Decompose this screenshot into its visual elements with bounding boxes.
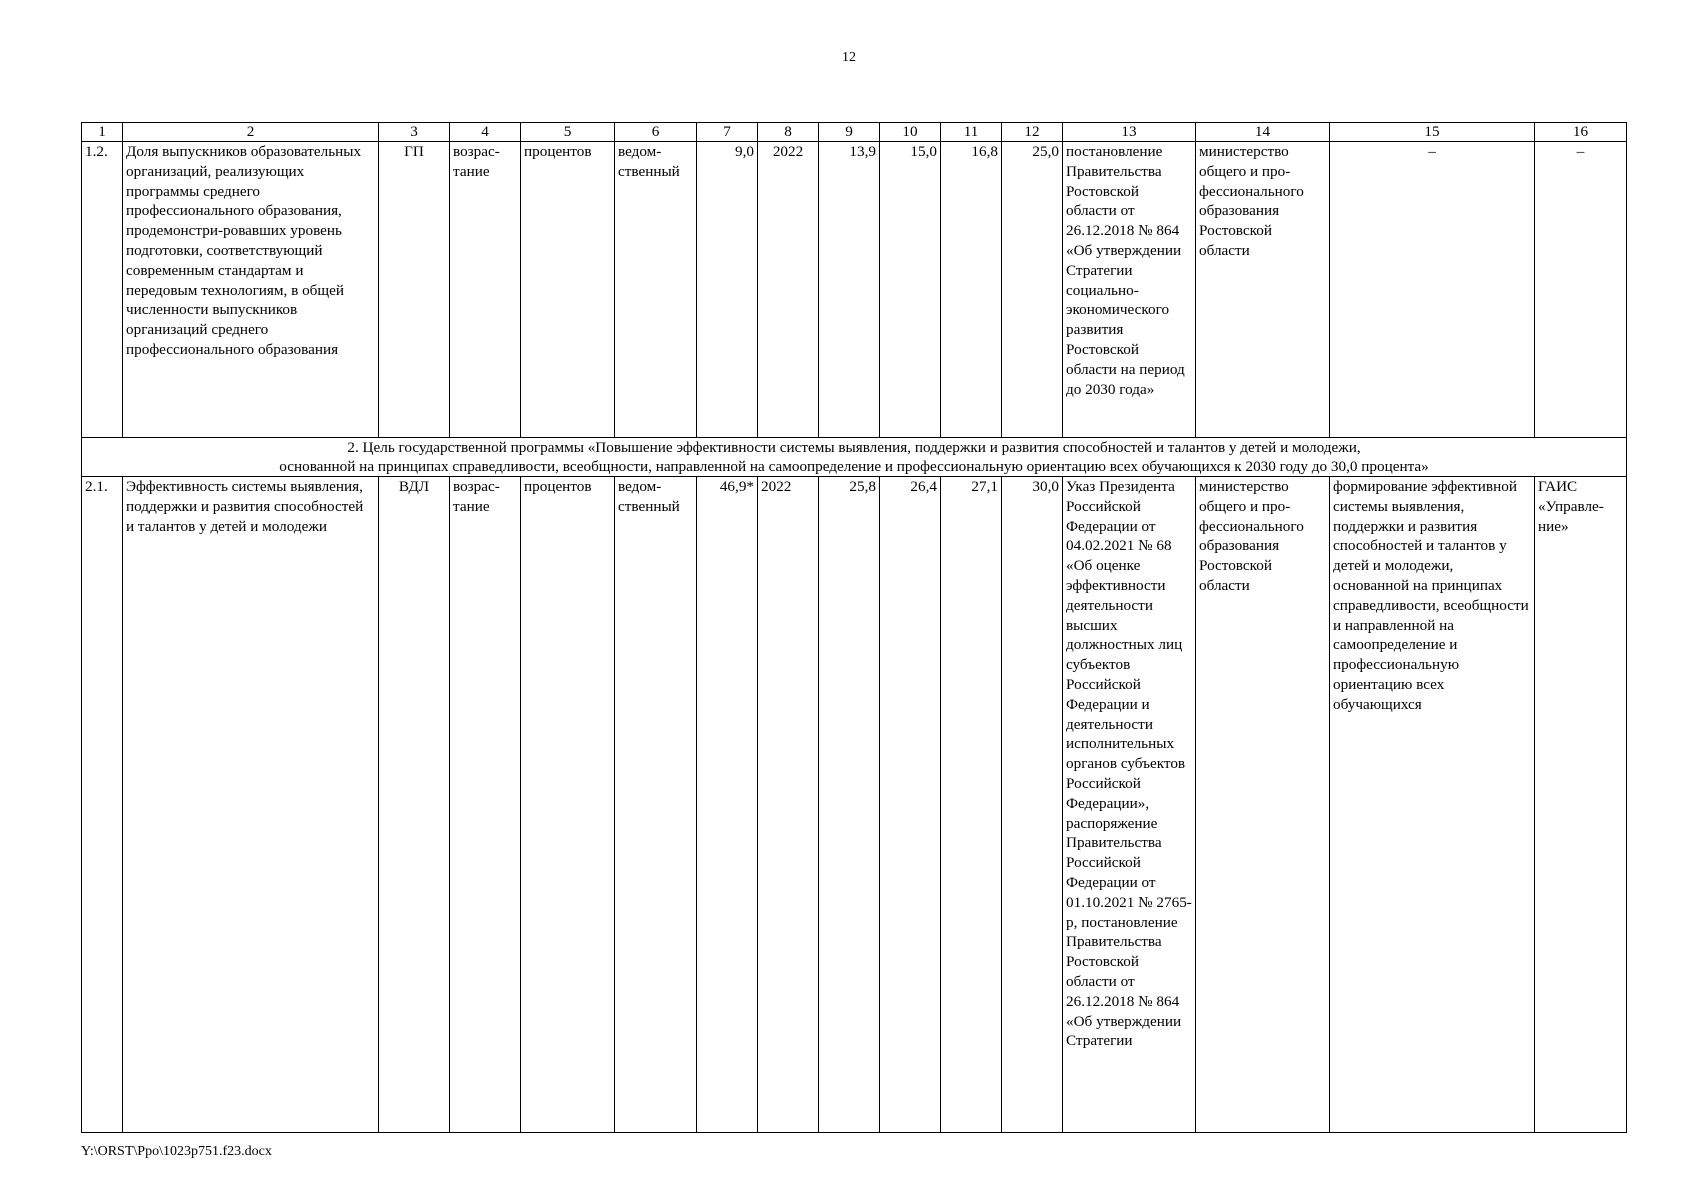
indicators-table-wrap (81, 122, 1627, 1133)
column-number: 12 (1002, 123, 1063, 142)
indicator-name: Эффективность системы выявления, поддержки и развития способностей и талантов у детей и молодежи (123, 477, 379, 1133)
information-system: – (1535, 142, 1627, 438)
indicator-link: формирование эффективной системы выявления, поддержки и развития способностей и талантов у детей и молодежи, основанной на принципах справедливости, всеобщности и направленной на самоопределение и профессиональную ориентацию всех обучающихся (1330, 477, 1535, 1133)
column-number: 2 (123, 123, 379, 142)
column-number: 8 (758, 123, 819, 142)
column-number: 4 (450, 123, 521, 142)
column-number: 15 (1330, 123, 1535, 142)
page-number: 12 (842, 50, 856, 65)
target-value-1: 25,8 (819, 477, 880, 1133)
indicator-row-2-1 (82, 477, 1627, 1133)
column-number: 10 (880, 123, 941, 142)
target-value-4: 30,0 (1002, 477, 1063, 1133)
indicator-number: 1.2. (82, 142, 123, 438)
responsible-body: министерство общего и про-фессионального образования Ростовской области (1196, 142, 1330, 438)
target-value-2: 26,4 (880, 477, 941, 1133)
indicator-number: 2.1. (82, 477, 123, 1133)
indicator-unit: процентов (521, 142, 615, 438)
base-year: 2022 (758, 477, 819, 1133)
goal-heading-line-2: основанной на принципах справедливости, всеобщности, направленной на самоопределение и профессиональную ориентацию всех обучающихся к 2030 году до 30,0 процента» (279, 458, 1429, 475)
column-number: 3 (379, 123, 450, 142)
column-number: 5 (521, 123, 615, 142)
goal-section-row (82, 438, 1627, 477)
target-value-4: 25,0 (1002, 142, 1063, 438)
responsible-body: министерство общего и про-фессионального образования Ростовской области (1196, 477, 1330, 1133)
goal-section-heading (82, 438, 1627, 477)
file-path-footer: Y:\ORST\Ppo\1023p751.f23.docx (81, 1144, 272, 1159)
indicator-source: ведом-ственный (615, 477, 697, 1133)
legal-document: постановление Правительства Ростовской области от 26.12.2018 № 864 «Об утверждении Стратегии социально-экономического развития Ростовской области на период до 2030 года» (1063, 142, 1196, 438)
indicator-type: ВДЛ (379, 477, 450, 1133)
base-value: 46,9* (697, 477, 758, 1133)
column-number-row (82, 123, 1627, 142)
column-number: 16 (1535, 123, 1627, 142)
column-number: 9 (819, 123, 880, 142)
legal-document: Указ Президента Российской Федерации от 04.02.2021 № 68 «Об оценке эффективности деятельности высших должностных лиц субъектов Российской Федерации и деятельности исполнительных органов субъектов Российской Федерации», распоряжение Правительства Российской Федерации от 01.10.2021 № 2765-р, постановление Правительства Ростовской области от 26.12.2018 № 864 «Об утверждении Стратегии (1063, 477, 1196, 1133)
indicator-trend: возрас-тание (450, 142, 521, 438)
column-number: 11 (941, 123, 1002, 142)
indicators-table (81, 122, 1627, 1133)
target-value-1: 13,9 (819, 142, 880, 438)
indicator-trend: возрас-тание (450, 477, 521, 1133)
indicator-unit: процентов (521, 477, 615, 1133)
indicator-type: ГП (379, 142, 450, 438)
column-number: 14 (1196, 123, 1330, 142)
indicator-source: ведом-ственный (615, 142, 697, 438)
goal-heading-line-1: 2. Цель государственной программы «Повышение эффективности системы выявления, поддержки и развития способностей и талантов у детей и молодежи, (347, 439, 1361, 456)
indicator-row-1-2 (82, 142, 1627, 438)
target-value-2: 15,0 (880, 142, 941, 438)
target-value-3: 27,1 (941, 477, 1002, 1133)
base-year: 2022 (758, 142, 819, 438)
column-number: 7 (697, 123, 758, 142)
information-system: ГАИС «Управле-ние» (1535, 477, 1627, 1133)
column-number: 13 (1063, 123, 1196, 142)
target-value-3: 16,8 (941, 142, 1002, 438)
indicator-link: – (1330, 142, 1535, 438)
base-value: 9,0 (697, 142, 758, 438)
column-number: 1 (82, 123, 123, 142)
column-number: 6 (615, 123, 697, 142)
indicator-name: Доля выпускников образовательных организаций, реализующих программы среднего профессионального образования, продемонстри-ровавших уровень подготовки, соответствующий современным стандартам и передовым технологиям, в общей численности выпускников организаций среднего профессионального образования (123, 142, 379, 438)
